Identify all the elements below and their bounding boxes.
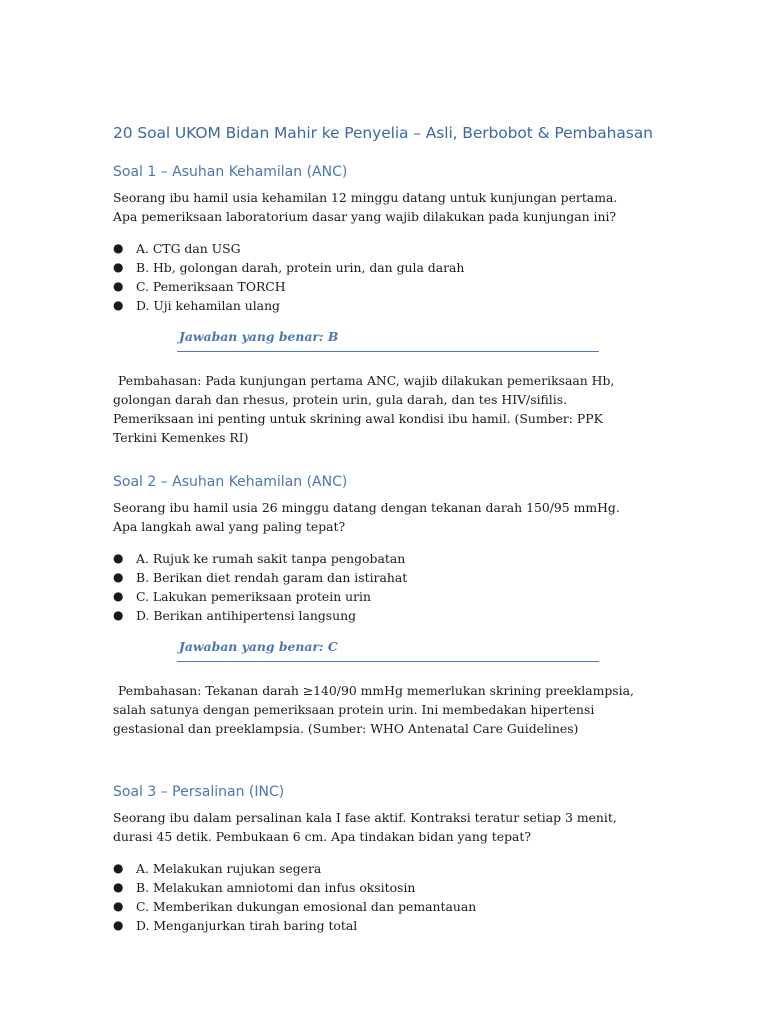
question-heading: Soal 2 – Asuhan Kehamilan (ANC) — [113, 474, 348, 490]
bullet-icon: ● — [113, 298, 124, 312]
option-label: A. Melakukan rujukan segera — [136, 861, 322, 876]
option-label: B. Melakukan amniotomi dan infus oksitosin — [136, 880, 416, 895]
bullet-icon: ● — [113, 608, 124, 622]
option-item — [113, 897, 658, 916]
correct-answer: Jawaban yang benar: B — [177, 328, 599, 352]
option-label: D. Uji kehamilan ulang — [136, 298, 280, 313]
answer-options — [113, 239, 658, 315]
bullet-icon: ● — [113, 880, 124, 894]
option-item — [113, 859, 658, 878]
explanation-text: Pembahasan: Tekanan darah ≥140/90 mmHg memerlukan skrining preeklampsia, salah satunya dengan pemeriksaan protein urin. Ini membedakan hipertensi gestasional dan preeklampsia. (Sumber: WHO Antenatal Care Guidelines) — [113, 683, 634, 736]
answer-options — [113, 859, 658, 935]
bullet-icon: ● — [113, 570, 124, 584]
bullet-icon: ● — [113, 260, 124, 274]
option-label: A. Rujuk ke rumah sakit tanpa pengobatan — [136, 551, 406, 566]
option-label: D. Menganjurkan tirah baring total — [136, 918, 358, 933]
option-item — [113, 606, 658, 625]
option-item — [113, 916, 658, 935]
bullet-icon: ● — [113, 589, 124, 603]
option-item — [113, 296, 658, 315]
explanation-text: Pembahasan: Pada kunjungan pertama ANC, wajib dilakukan pemeriksaan Hb, golongan darah dan rhesus, protein urin, gula darah, dan tes HIV/sifilis. Pemeriksaan ini penting untuk skrining awal kondisi ibu hamil. (Sumber: PPK Terkini Kemenkes RI) — [113, 373, 615, 445]
option-label: C. Lakukan pemeriksaan protein urin — [136, 589, 371, 604]
bullet-icon: ● — [113, 551, 124, 565]
bullet-icon: ● — [113, 861, 124, 875]
option-label: B. Berikan diet rendah garam dan istirahat — [136, 570, 408, 585]
option-item — [113, 878, 658, 897]
option-item — [113, 277, 658, 296]
option-item — [113, 239, 658, 258]
bullet-icon: ● — [113, 241, 124, 255]
question-heading: Soal 1 – Asuhan Kehamilan (ANC) — [113, 164, 348, 180]
question-text: Seorang ibu dalam persalinan kala I fase aktif. Kontraksi teratur setiap 3 menit, durasi 45 detik. Pembukaan 6 cm. Apa tindakan bidan yang tepat? — [113, 810, 617, 844]
bullet-icon: ● — [113, 279, 124, 293]
option-label: A. CTG dan USG — [136, 241, 241, 256]
document-title: 20 Soal UKOM Bidan Mahir ke Penyelia – Asli, Berbobot & Pembahasan — [113, 124, 653, 142]
option-item — [113, 568, 658, 587]
option-label: C. Memberikan dukungan emosional dan pemantauan — [136, 899, 477, 914]
answer-options — [113, 549, 658, 625]
option-item — [113, 587, 658, 606]
option-label: D. Berikan antihipertensi langsung — [136, 608, 357, 623]
option-label: C. Pemeriksaan TORCH — [136, 279, 286, 294]
option-label: B. Hb, golongan darah, protein urin, dan gula darah — [136, 260, 465, 275]
bullet-icon: ● — [113, 899, 124, 913]
correct-answer: Jawaban yang benar: C — [177, 638, 599, 662]
question-heading: Soal 3 – Persalinan (INC) — [113, 784, 285, 800]
question-2 — [113, 473, 658, 738]
bullet-icon: ● — [113, 918, 124, 932]
question-text: Seorang ibu hamil usia kehamilan 12 minggu datang untuk kunjungan pertama. Apa pemeriksaan laboratorium dasar yang wajib dilakukan pada kunjungan ini? — [113, 190, 618, 224]
option-item — [113, 258, 658, 277]
question-text: Seorang ibu hamil usia 26 minggu datang dengan tekanan darah 150/95 mmHg. Apa langkah awal yang paling tepat? — [113, 500, 620, 534]
option-item — [113, 549, 658, 568]
question-1 — [113, 163, 658, 447]
question-3 — [113, 783, 658, 935]
